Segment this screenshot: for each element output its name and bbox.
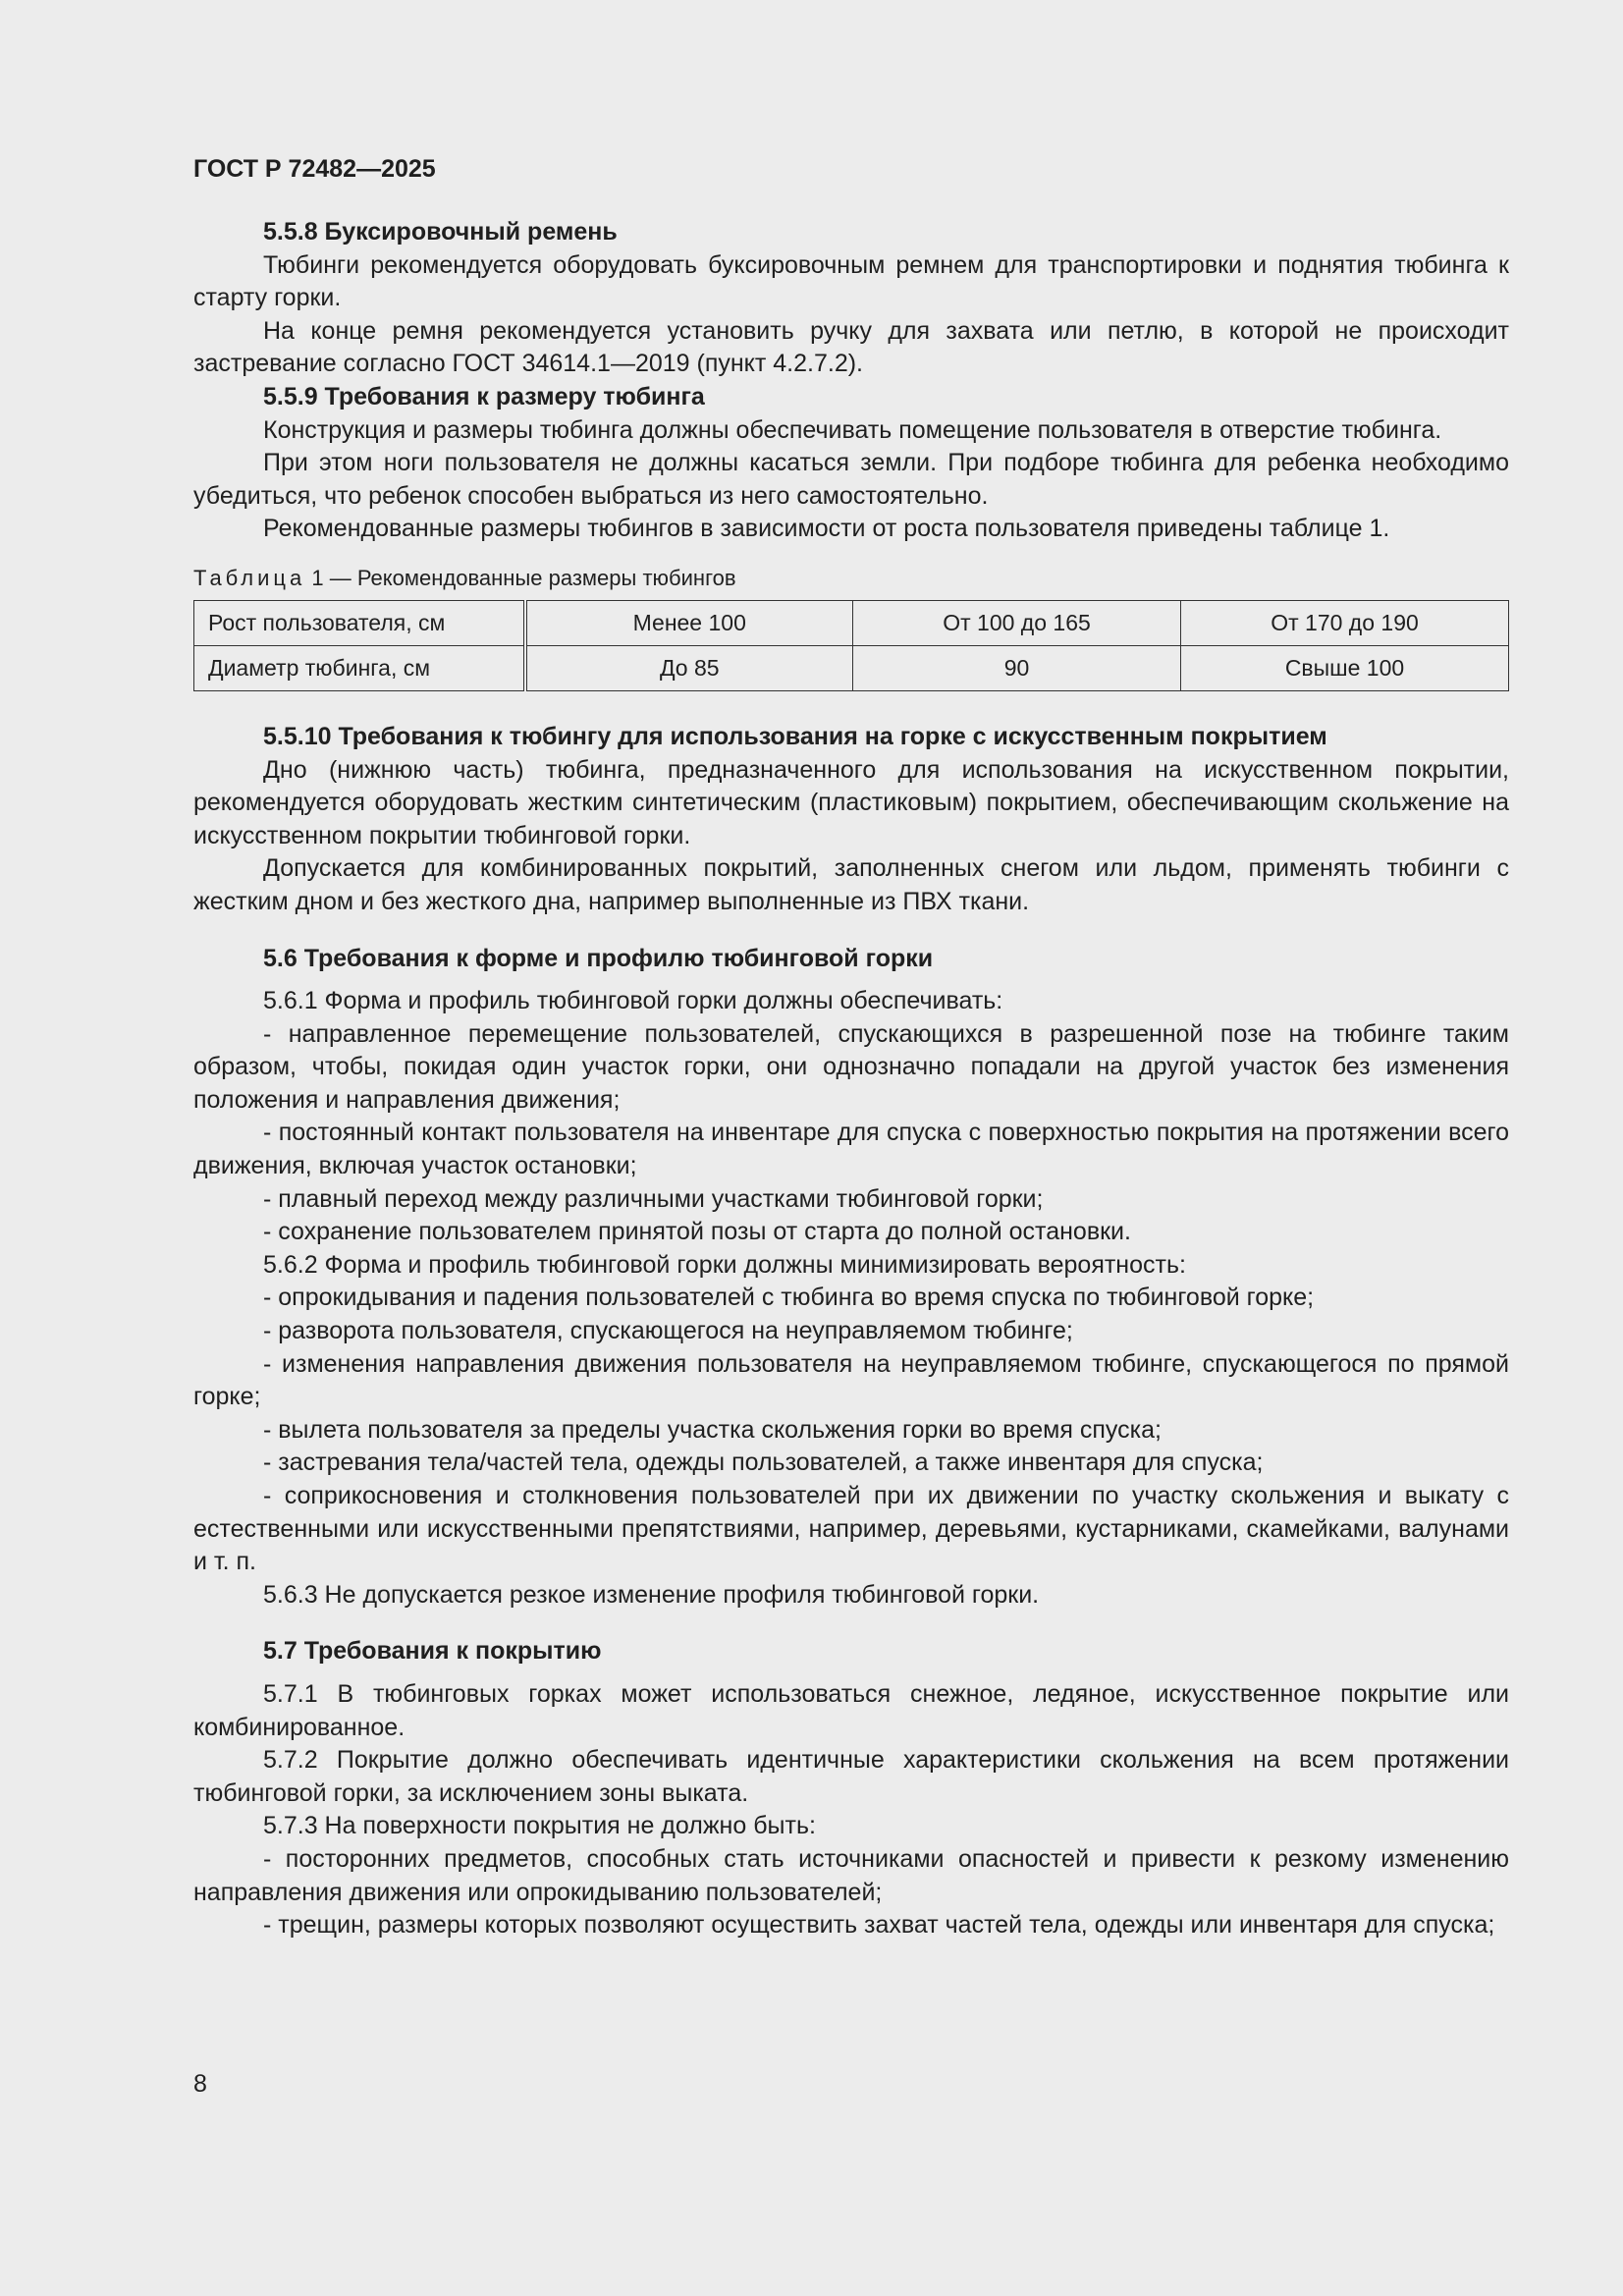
paragraph: Допускается для комбинированных покрытий, заполненных снегом или льдом, применять тюбинги с жестким дном и без жесткого дна, например выполненные из ПВХ ткани.: [193, 854, 1509, 915]
list-item: - разворота пользователя, спускающегося на неуправляемом тюбинге;: [263, 1317, 1073, 1345]
table-cell: Свыше 100: [1181, 645, 1509, 690]
table-cell: Диаметр тюбинга, см: [194, 645, 525, 690]
paragraph: При этом ноги пользователя не должны касаться земли. При подборе тюбинга для ребенка необходимо убедиться, что ребенок способен выбраться из него самостоятельно.: [193, 449, 1509, 510]
table-cell: Менее 100: [525, 600, 853, 645]
paragraph: 5.7.2 Покрытие должно обеспечивать идентичные характеристики скольжения на всем протяжении тюбинговой горки, за исключением зоны выката.: [193, 1746, 1509, 1807]
sizes-table: [193, 600, 1509, 691]
section-heading: 5.5.9 Требования к размеру тюбинга: [263, 382, 705, 410]
list-item: - плавный переход между различными участками тюбинговой горки;: [263, 1184, 1044, 1213]
paragraph: Рекомендованные размеры тюбингов в зависимости от роста пользователя приведены таблице 1.: [263, 515, 1390, 543]
page-content: [193, 149, 1509, 1942]
table-caption: [193, 564, 1509, 593]
table-cell: До 85: [525, 645, 853, 690]
page-number: 8: [193, 2070, 207, 2098]
list-item: - застревания тела/частей тела, одежды пользователей, а также инвентаря для спуска;: [263, 1449, 1264, 1477]
table-row: [194, 645, 1509, 690]
list-item: - постоянный контакт пользователя на инвентаре для спуска с поверхностью покрытия на протяжении всего движения, включая участок остановки;: [193, 1119, 1509, 1180]
list-item: - изменения направления движения пользователя на неуправляемом тюбинге, спускающегося по прямой горке;: [193, 1349, 1509, 1411]
table-cell: От 170 до 190: [1181, 600, 1509, 645]
document-id: ГОСТ Р 72482—2025: [193, 155, 436, 183]
table-cell: Рост пользователя, см: [194, 600, 525, 645]
table-cell: 90: [853, 645, 1181, 690]
table-row: [194, 600, 1509, 645]
section-heading: 5.5.10 Требования к тюбингу для использования на горке с искусственным покрытием: [263, 722, 1327, 750]
section-5-5-8: [193, 216, 1509, 381]
paragraph: 5.6.2 Форма и профиль тюбинговой горки должны минимизировать вероятность:: [263, 1250, 1186, 1279]
paragraph: 5.6.3 Не допускается резкое изменение профиля тюбинговой горки.: [263, 1580, 1040, 1609]
table-cell: От 100 до 165: [853, 600, 1181, 645]
section-heading: 5.7 Требования к покрытию: [263, 1637, 602, 1666]
section-heading: 5.6 Требования к форме и профилю тюбинговой горки: [263, 944, 934, 972]
section-5-5-9: [193, 381, 1509, 546]
table-caption-text: 1 — Рекомендованные размеры тюбингов: [311, 565, 736, 590]
paragraph: Дно (нижнюю часть) тюбинга, предназначенного для использования на искусственном покрытии, рекомендуется оборудовать жестким синтетическим (пластиковым) покрытием, обеспечивающим скольжение на искусственном покрытии тюбинговой горки.: [193, 755, 1509, 849]
list-item: - направленное перемещение пользователей, спускающихся в разрешенной позе на тюбинге таким образом, чтобы, покидая один участок горки, они однозначно попадали на другой участок без изменения положения и направления движения;: [193, 1019, 1509, 1114]
paragraph: 5.7.1 В тюбинговых горках может использоваться снежное, ледяное, искусственное покрытие или комбинированное.: [193, 1679, 1509, 1741]
list-item: - вылета пользователя за пределы участка скольжения горки во время спуска;: [263, 1415, 1162, 1444]
paragraph: 5.7.3 На поверхности покрытия не должно быть:: [263, 1812, 816, 1840]
paragraph: На конце ремня рекомендуется установить ручку для захвата или петлю, в которой не происходит застревание согласно ГОСТ 34614.1—2019 (пункт 4.2.7.2).: [193, 316, 1509, 378]
paragraph: Тюбинги рекомендуется оборудовать буксировочным ремнем для транспортировки и поднятия тюбинга к старту горки.: [193, 250, 1509, 312]
paragraph: 5.6.1 Форма и профиль тюбинговой горки должны обеспечивать:: [263, 987, 1003, 1015]
list-item: - посторонних предметов, способных стать источниками опасностей и привести к резкому изменению направления движения или опрокидыванию пользователей;: [193, 1844, 1509, 1906]
list-item: - соприкосновения и столкновения пользователей при их движении по участку скольжения и выкату с естественными или искусственными препятствиями, например, деревьями, кустарниками, скамейками, валунами и т. п.: [193, 1482, 1509, 1576]
list-item: - сохранение пользователем принятой позы от старта до полной остановки.: [263, 1218, 1131, 1246]
list-item: - трещин, размеры которых позволяют осуществить захват частей тела, одежды или инвентаря для спуска;: [263, 1911, 1495, 1940]
list-item: - опрокидывания и падения пользователей с тюбинга во время спуска по тюбинговой горке;: [263, 1284, 1315, 1312]
table-caption-word: Таблица: [193, 565, 306, 590]
section-5-6: [193, 943, 1509, 1613]
section-5-7: [193, 1635, 1509, 1941]
paragraph: Конструкция и размеры тюбинга должны обеспечивать помещение пользователя в отверстие тюбинга.: [263, 415, 1442, 444]
section-5-5-10: [193, 721, 1509, 919]
section-heading: 5.5.8 Буксировочный ремень: [263, 218, 618, 246]
